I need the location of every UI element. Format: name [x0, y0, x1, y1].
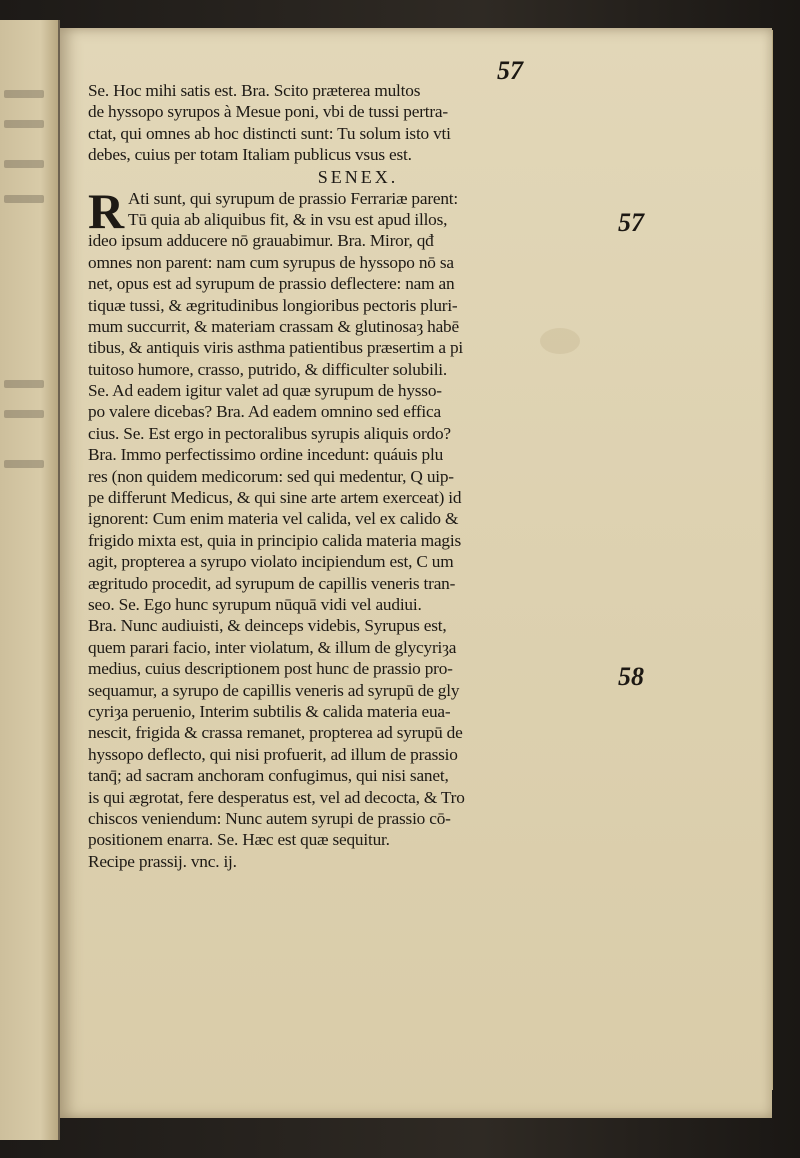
margin-folio-number: 57	[618, 208, 644, 237]
text-line: nescit, frigida & crassa remanet, propterea ad syrupū de	[88, 723, 463, 743]
text-line: tibus, & antiquis viris asthma patientibus præsertim a pi	[88, 338, 463, 358]
text-line: mum succurrit, & materiam crassam & glutinosaȝ habē	[88, 316, 459, 336]
ink-bleed	[4, 90, 44, 98]
ink-bleed	[4, 120, 44, 128]
text-block	[88, 80, 608, 872]
facing-page-edge	[0, 20, 60, 1140]
ink-bleed	[4, 195, 44, 203]
text-line: tanq̄; ad sacram anchoram confugimus, qui nisi sanet,	[88, 766, 449, 786]
section-heading: SENEX.	[317, 166, 399, 187]
dropcap-paragraph	[88, 182, 608, 239]
text-line: Bra. Nunc audiuisti, & deinceps videbis, Syrupus est,	[88, 616, 447, 636]
text-line: ignorent: Cum enim materia vel calida, vel ex calido &	[88, 509, 459, 529]
text-line: net, opus est ad syrupum de prassio deflectere: nam an	[88, 274, 455, 294]
text-line: chiscos veniendum: Nunc autem syrupi de prassio cō-	[88, 808, 451, 828]
page-number: 57	[497, 56, 523, 85]
text-line: agit, propterea a syrupo violato incipiendum est, C um	[88, 552, 454, 572]
drop-capital: R	[88, 182, 125, 239]
text-line: Ati sunt, qui syrupum de prassio Ferrariæ parent:	[128, 188, 459, 208]
text-line: tiquæ tussi, & ægritudinibus longioribus pectoris pluri-	[88, 295, 458, 315]
text-line: cyriȝa peruenio, Interim subtilis & calida materia eua-	[88, 701, 451, 721]
text-line: de hyssopo syrupos à Mesue poni, vbi de tussi pertra-	[88, 102, 448, 122]
ink-bleed	[4, 380, 44, 388]
ink-bleed	[4, 160, 44, 168]
text-line: medius, cuius descriptionem post hunc de prassio pro-	[88, 659, 453, 679]
text-line: frigido mixta est, quia in principio calida materia magis	[88, 530, 461, 550]
text-line: tuitoso humore, crasso, putrido, & difficulter solubili.	[88, 359, 448, 379]
text-line: Tū quia ab aliquibus fit, & in vsu est apud illos,	[128, 209, 448, 229]
text-line: hyssopo deflecto, qui nisi profuerit, ad illum de prassio	[88, 744, 458, 764]
ink-bleed	[4, 460, 44, 468]
text-line: Se. Ad eadem igitur valet ad quæ syrupum de hysso-	[88, 381, 442, 401]
text-line: positionem enarra. Se. Hæc est quæ sequitur.	[88, 830, 390, 850]
text-line: sequamur, a syrupo de capillis veneris ad syrupū de gly	[88, 680, 460, 700]
text-line: Bra. Immo perfectissimo ordine incedunt: quáuis plu	[88, 445, 444, 465]
text-line: quem parari facio, inter violatum, & illum de glycyriȝa	[88, 637, 457, 657]
text-line: Se. Hoc mihi satis est. Bra. Scito præterea multos	[88, 81, 421, 100]
text-line: po valere dicebas? Bra. Ad eadem omnino sed effica	[88, 402, 441, 422]
text-line: is qui ægrotat, fere desperatus est, vel ad decocta, & Tro	[88, 787, 465, 807]
text-line: omnes non parent: nam cum syrupus de hyssopo nō sa	[88, 252, 454, 272]
text-line: pe differunt Medicus, & qui sine arte artem exerceat) id	[88, 488, 462, 508]
text-line: Recipe prassij. vnc. ij.	[88, 851, 237, 871]
text-line: cius. Se. Est ergo in pectoralibus syrupis aliquis ordo?	[88, 423, 451, 443]
text-line: seo. Se. Ego hunc syrupum nūquā vidi vel audiui.	[88, 594, 422, 614]
text-line: ctat, qui omnes ab hoc distincti sunt: Tu solum isto vti	[88, 123, 451, 143]
text-line: debes, cuius per totam Italiam publicus vsus est.	[88, 145, 412, 165]
margin-folio-number: 58	[618, 662, 644, 691]
text-line: ideo ipsum adducere nō grauabimur. Bra. Miror, qđ	[88, 231, 434, 251]
ink-bleed	[4, 410, 44, 418]
text-line: res (non quidem medicorum: sed qui medentur, Q uip-	[88, 466, 454, 486]
text-line: ægritudo procedit, ad syrupum de capillis veneris tran-	[88, 573, 456, 593]
